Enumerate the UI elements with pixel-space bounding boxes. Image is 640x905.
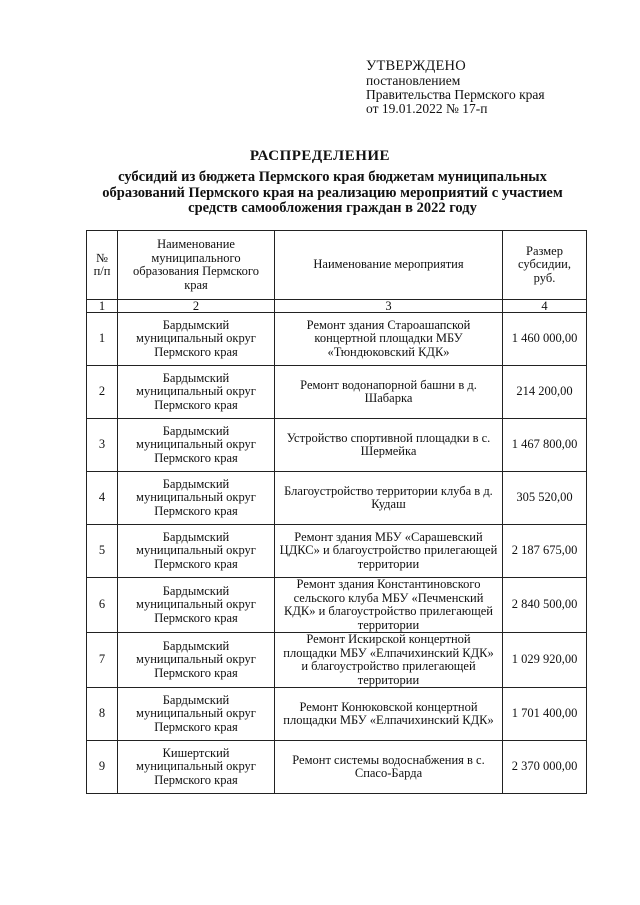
column-number: 1 <box>87 300 118 313</box>
document-subtitle: субсидий из бюджета Пермского края бюджетам муниципальных образований Пермского края на реализацию мероприятий с участием средств самообложения граждан в 2022 году <box>102 169 563 216</box>
row-event: Ремонт водонапорной башни в д. Шабарка <box>275 366 503 419</box>
row-number: 6 <box>87 578 118 633</box>
table-row <box>87 688 587 741</box>
table-row <box>87 741 587 794</box>
row-event: Ремонт здания Староашапской концертной площадки МБУ «Тюндюковский КДК» <box>275 313 503 366</box>
row-event: Ремонт здания Константиновского сельского клуба МБУ «Печменский КДК» и благоустройство прилегающей территории <box>275 578 503 633</box>
approval-heading: УТВЕРЖДЕНО <box>366 58 466 74</box>
row-event: Благоустройство территории клуба в д. Кудаш <box>275 472 503 525</box>
row-amount: 1 701 400,00 <box>503 688 587 741</box>
row-number: 7 <box>87 633 118 688</box>
header-event: Наименование мероприятия <box>275 231 503 300</box>
row-event: Ремонт системы водоснабжения в с. Спасо-Барда <box>275 741 503 794</box>
row-municipality: Бардымский муниципальный округ Пермского края <box>118 366 275 419</box>
row-municipality: Бардымский муниципальный округ Пермского края <box>118 419 275 472</box>
row-amount: 1 467 800,00 <box>503 419 587 472</box>
row-municipality: Бардымский муниципальный округ Пермского края <box>118 633 275 688</box>
table-header-row <box>87 231 587 300</box>
row-municipality: Бардымский муниципальный округ Пермского края <box>118 472 275 525</box>
header-amount: Размер субсидии, руб. <box>503 231 587 300</box>
column-number: 4 <box>503 300 587 313</box>
table-row <box>87 419 587 472</box>
row-number: 9 <box>87 741 118 794</box>
column-number-row <box>87 300 587 313</box>
row-amount: 2 187 675,00 <box>503 525 587 578</box>
row-amount: 1 029 920,00 <box>503 633 587 688</box>
row-number: 8 <box>87 688 118 741</box>
table-row <box>87 313 587 366</box>
row-event: Ремонт здания МБУ «Сарашевский ЦДКС» и благоустройство прилегающей территории <box>275 525 503 578</box>
row-amount: 305 520,00 <box>503 472 587 525</box>
row-municipality: Бардымский муниципальный округ Пермского края <box>118 525 275 578</box>
distribution-table <box>86 230 587 794</box>
approval-line-1: постановлением <box>366 73 461 88</box>
row-amount: 1 460 000,00 <box>503 313 587 366</box>
row-event: Ремонт Конюковской концертной площадки МБУ «Елпачихинский КДК» <box>275 688 503 741</box>
table-row <box>87 525 587 578</box>
row-number: 2 <box>87 366 118 419</box>
table-row <box>87 366 587 419</box>
table-row <box>87 472 587 525</box>
row-amount: 2 840 500,00 <box>503 578 587 633</box>
approval-stamp <box>366 58 616 116</box>
column-number: 2 <box>118 300 275 313</box>
row-amount: 2 370 000,00 <box>503 741 587 794</box>
column-number: 3 <box>275 300 503 313</box>
row-municipality: Бардымский муниципальный округ Пермского края <box>118 313 275 366</box>
row-municipality: Бардымский муниципальный округ Пермского края <box>118 578 275 633</box>
table-row <box>87 578 587 633</box>
row-amount: 214 200,00 <box>503 366 587 419</box>
row-number: 1 <box>87 313 118 366</box>
header-municipality: Наименование муниципального образования Пермского края <box>118 231 275 300</box>
document-title: РАСПРЕДЕЛЕНИЕ <box>249 148 391 164</box>
row-number: 3 <box>87 419 118 472</box>
row-municipality: Бардымский муниципальный округ Пермского края <box>118 688 275 741</box>
row-event: Устройство спортивной площадки в с. Шермейка <box>275 419 503 472</box>
header-number: № п/п <box>87 231 118 300</box>
table-row <box>87 633 587 688</box>
row-municipality: Кишертский муниципальный округ Пермского края <box>118 741 275 794</box>
row-number: 5 <box>87 525 118 578</box>
approval-line-3: от 19.01.2022 № 17-п <box>366 101 488 116</box>
approval-line-2: Правительства Пермского края <box>366 87 545 102</box>
row-event: Ремонт Искирской концертной площадки МБУ «Елпачихинский КДК» и благоустройство прилегающей территории <box>275 633 503 688</box>
row-number: 4 <box>87 472 118 525</box>
